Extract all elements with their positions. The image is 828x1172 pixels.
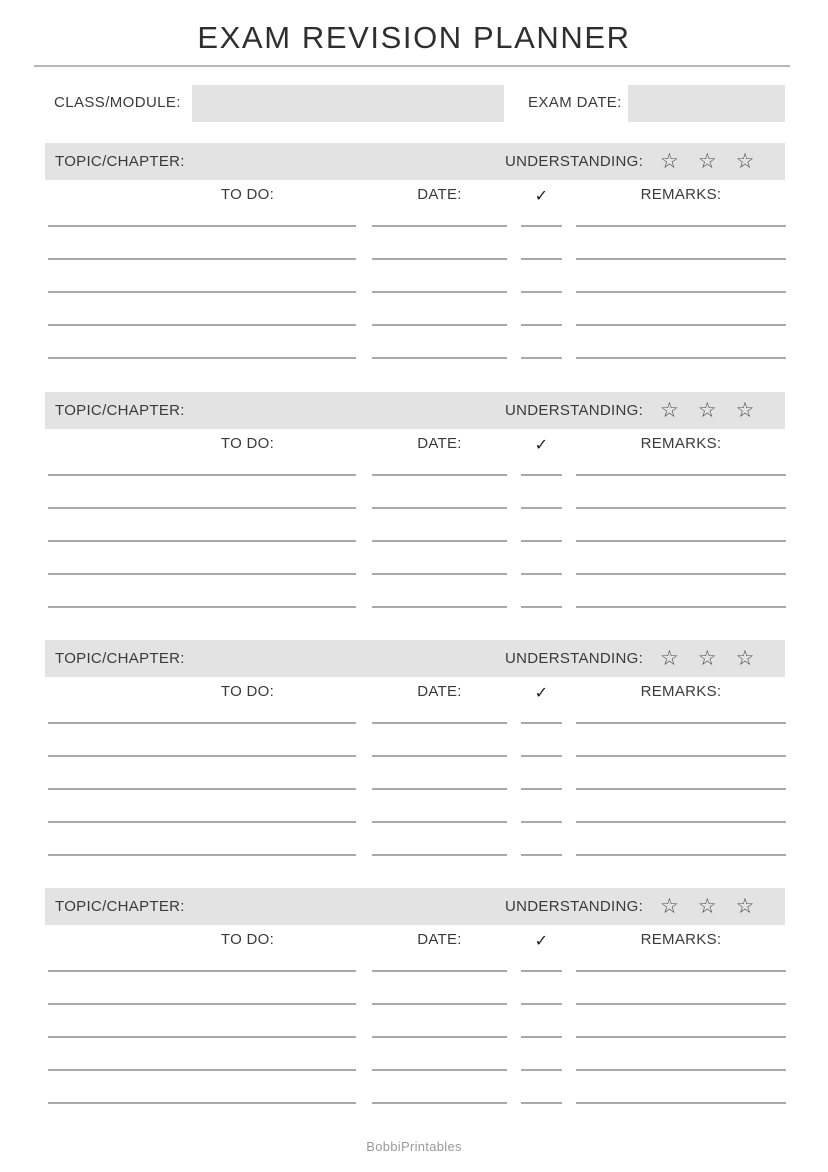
entry-row bbox=[45, 1021, 785, 1054]
star-icon[interactable]: ☆ bbox=[660, 895, 679, 918]
entry-lines bbox=[45, 210, 785, 375]
column-header-remarks: REMARKS: bbox=[640, 435, 722, 452]
entry-row bbox=[45, 492, 785, 525]
entry-lines bbox=[45, 459, 785, 624]
todo-write-line[interactable] bbox=[48, 821, 356, 823]
entry-row bbox=[45, 591, 785, 624]
topic-chapter-label[interactable]: TOPIC/CHAPTER: bbox=[55, 402, 185, 419]
entry-row bbox=[45, 1054, 785, 1087]
column-header-date: DATE: bbox=[417, 435, 462, 452]
todo-write-line[interactable] bbox=[48, 1036, 356, 1038]
star-icon[interactable]: ☆ bbox=[735, 895, 755, 918]
remarks-write-line[interactable] bbox=[576, 540, 786, 542]
date-write-line[interactable] bbox=[372, 357, 507, 359]
entry-row bbox=[45, 839, 785, 872]
entry-row bbox=[45, 276, 785, 309]
column-header-todo: TO DO: bbox=[220, 931, 275, 948]
check-write-line[interactable] bbox=[521, 507, 562, 509]
remarks-write-line[interactable] bbox=[576, 357, 786, 359]
understanding-label: UNDERSTANDING: bbox=[505, 650, 644, 667]
date-write-line[interactable] bbox=[372, 1003, 507, 1005]
understanding-rating[interactable] bbox=[660, 645, 780, 672]
date-write-line[interactable] bbox=[372, 821, 507, 823]
topic-block bbox=[45, 143, 785, 375]
understanding-rating[interactable] bbox=[660, 148, 780, 175]
date-write-line[interactable] bbox=[372, 1102, 507, 1104]
entry-row bbox=[45, 558, 785, 591]
entry-lines bbox=[45, 707, 785, 872]
check-write-line[interactable] bbox=[521, 258, 562, 260]
date-write-line[interactable] bbox=[372, 573, 507, 575]
column-header-date: DATE: bbox=[417, 186, 462, 203]
topic-block bbox=[45, 640, 785, 872]
check-write-line[interactable] bbox=[521, 324, 562, 326]
remarks-write-line[interactable] bbox=[576, 225, 786, 227]
remarks-write-line[interactable] bbox=[576, 1003, 786, 1005]
check-write-line[interactable] bbox=[521, 357, 562, 359]
entry-row bbox=[45, 1087, 785, 1120]
topic-block-header bbox=[45, 640, 785, 677]
check-write-line[interactable] bbox=[521, 755, 562, 757]
entry-row bbox=[45, 740, 785, 773]
date-write-line[interactable] bbox=[372, 225, 507, 227]
class-module-label: CLASS/MODULE: bbox=[54, 94, 181, 111]
column-headers bbox=[45, 429, 785, 459]
remarks-write-line[interactable] bbox=[576, 1102, 786, 1104]
date-write-line[interactable] bbox=[372, 722, 507, 724]
topic-chapter-label[interactable]: TOPIC/CHAPTER: bbox=[55, 650, 185, 667]
check-write-line[interactable] bbox=[521, 225, 562, 227]
entry-row bbox=[45, 210, 785, 243]
todo-write-line[interactable] bbox=[48, 970, 356, 972]
check-write-line[interactable] bbox=[521, 573, 562, 575]
remarks-write-line[interactable] bbox=[576, 821, 786, 823]
remarks-write-line[interactable] bbox=[576, 970, 786, 972]
remarks-write-line[interactable] bbox=[576, 507, 786, 509]
todo-write-line[interactable] bbox=[48, 474, 356, 476]
star-icon[interactable]: ☆ bbox=[697, 647, 717, 670]
footer-brand: BobbiPrintables bbox=[366, 1139, 462, 1154]
column-header-todo: TO DO: bbox=[220, 435, 275, 452]
remarks-write-line[interactable] bbox=[576, 1036, 786, 1038]
remarks-write-line[interactable] bbox=[576, 1069, 786, 1071]
star-icon[interactable]: ☆ bbox=[660, 150, 679, 173]
page-title: EXAM REVISION PLANNER bbox=[197, 20, 631, 55]
class-module-input[interactable] bbox=[192, 85, 504, 122]
column-headers bbox=[45, 180, 785, 210]
title-divider bbox=[34, 65, 790, 67]
star-icon[interactable]: ☆ bbox=[735, 647, 755, 670]
todo-write-line[interactable] bbox=[48, 1069, 356, 1071]
date-write-line[interactable] bbox=[372, 606, 507, 608]
entry-row bbox=[45, 459, 785, 492]
remarks-write-line[interactable] bbox=[576, 573, 786, 575]
check-icon: ✓ bbox=[534, 188, 549, 205]
entry-row bbox=[45, 243, 785, 276]
topic-block-header bbox=[45, 392, 785, 429]
remarks-write-line[interactable] bbox=[576, 324, 786, 326]
column-headers bbox=[45, 677, 785, 707]
exam-date-input[interactable] bbox=[628, 85, 785, 122]
date-write-line[interactable] bbox=[372, 755, 507, 757]
column-header-date: DATE: bbox=[417, 683, 462, 700]
todo-write-line[interactable] bbox=[48, 540, 356, 542]
understanding-rating[interactable] bbox=[660, 893, 780, 920]
topic-block bbox=[45, 888, 785, 1120]
todo-write-line[interactable] bbox=[48, 291, 356, 293]
topic-chapter-label[interactable]: TOPIC/CHAPTER: bbox=[55, 153, 185, 170]
todo-write-line[interactable] bbox=[48, 722, 356, 724]
star-icon[interactable]: ☆ bbox=[660, 647, 679, 670]
entry-row bbox=[45, 988, 785, 1021]
date-write-line[interactable] bbox=[372, 1036, 507, 1038]
column-headers bbox=[45, 925, 785, 955]
remarks-write-line[interactable] bbox=[576, 755, 786, 757]
date-write-line[interactable] bbox=[372, 854, 507, 856]
check-write-line[interactable] bbox=[521, 540, 562, 542]
date-write-line[interactable] bbox=[372, 970, 507, 972]
star-icon[interactable]: ☆ bbox=[735, 399, 755, 422]
topic-chapter-label[interactable]: TOPIC/CHAPTER: bbox=[55, 898, 185, 915]
column-header-remarks: REMARKS: bbox=[640, 186, 722, 203]
understanding-label: UNDERSTANDING: bbox=[505, 153, 644, 170]
check-icon: ✓ bbox=[534, 933, 549, 950]
check-write-line[interactable] bbox=[521, 821, 562, 823]
star-icon[interactable]: ☆ bbox=[697, 399, 717, 422]
remarks-write-line[interactable] bbox=[576, 788, 786, 790]
column-header-date: DATE: bbox=[417, 931, 462, 948]
todo-write-line[interactable] bbox=[48, 573, 356, 575]
todo-write-line[interactable] bbox=[48, 357, 356, 359]
column-header-remarks: REMARKS: bbox=[640, 931, 722, 948]
date-write-line[interactable] bbox=[372, 258, 507, 260]
date-write-line[interactable] bbox=[372, 291, 507, 293]
remarks-write-line[interactable] bbox=[576, 854, 786, 856]
star-icon[interactable]: ☆ bbox=[735, 150, 755, 173]
topic-block bbox=[45, 392, 785, 624]
star-icon[interactable]: ☆ bbox=[697, 150, 717, 173]
todo-write-line[interactable] bbox=[48, 755, 356, 757]
date-write-line[interactable] bbox=[372, 540, 507, 542]
exam-date-label: EXAM DATE: bbox=[528, 94, 622, 111]
star-icon[interactable]: ☆ bbox=[660, 399, 679, 422]
check-write-line[interactable] bbox=[521, 1069, 562, 1071]
remarks-write-line[interactable] bbox=[576, 606, 786, 608]
check-write-line[interactable] bbox=[521, 474, 562, 476]
date-write-line[interactable] bbox=[372, 324, 507, 326]
entry-row bbox=[45, 342, 785, 375]
date-write-line[interactable] bbox=[372, 1069, 507, 1071]
todo-write-line[interactable] bbox=[48, 225, 356, 227]
check-write-line[interactable] bbox=[521, 854, 562, 856]
understanding-rating[interactable] bbox=[660, 397, 780, 424]
check-icon: ✓ bbox=[534, 685, 549, 702]
meta-row bbox=[45, 85, 785, 123]
todo-write-line[interactable] bbox=[48, 606, 356, 608]
todo-write-line[interactable] bbox=[48, 507, 356, 509]
check-write-line[interactable] bbox=[521, 606, 562, 608]
todo-write-line[interactable] bbox=[48, 1102, 356, 1104]
remarks-write-line[interactable] bbox=[576, 291, 786, 293]
check-write-line[interactable] bbox=[521, 970, 562, 972]
star-icon[interactable]: ☆ bbox=[697, 895, 717, 918]
column-header-remarks: REMARKS: bbox=[640, 683, 722, 700]
entry-lines bbox=[45, 955, 785, 1120]
entry-row bbox=[45, 955, 785, 988]
check-write-line[interactable] bbox=[521, 1102, 562, 1104]
check-icon: ✓ bbox=[534, 437, 549, 454]
todo-write-line[interactable] bbox=[48, 324, 356, 326]
todo-write-line[interactable] bbox=[48, 854, 356, 856]
date-write-line[interactable] bbox=[372, 474, 507, 476]
remarks-write-line[interactable] bbox=[576, 474, 786, 476]
topic-block-header bbox=[45, 888, 785, 925]
check-write-line[interactable] bbox=[521, 722, 562, 724]
entry-row bbox=[45, 707, 785, 740]
check-write-line[interactable] bbox=[521, 1036, 562, 1038]
remarks-write-line[interactable] bbox=[576, 722, 786, 724]
remarks-write-line[interactable] bbox=[576, 258, 786, 260]
todo-write-line[interactable] bbox=[48, 1003, 356, 1005]
entry-row bbox=[45, 773, 785, 806]
date-write-line[interactable] bbox=[372, 788, 507, 790]
check-write-line[interactable] bbox=[521, 1003, 562, 1005]
topic-block-header bbox=[45, 143, 785, 180]
understanding-label: UNDERSTANDING: bbox=[505, 402, 644, 419]
column-header-todo: TO DO: bbox=[220, 683, 275, 700]
date-write-line[interactable] bbox=[372, 507, 507, 509]
check-write-line[interactable] bbox=[521, 788, 562, 790]
todo-write-line[interactable] bbox=[48, 788, 356, 790]
column-header-todo: TO DO: bbox=[220, 186, 275, 203]
entry-row bbox=[45, 525, 785, 558]
todo-write-line[interactable] bbox=[48, 258, 356, 260]
check-write-line[interactable] bbox=[521, 291, 562, 293]
understanding-label: UNDERSTANDING: bbox=[505, 898, 644, 915]
entry-row bbox=[45, 806, 785, 839]
entry-row bbox=[45, 309, 785, 342]
